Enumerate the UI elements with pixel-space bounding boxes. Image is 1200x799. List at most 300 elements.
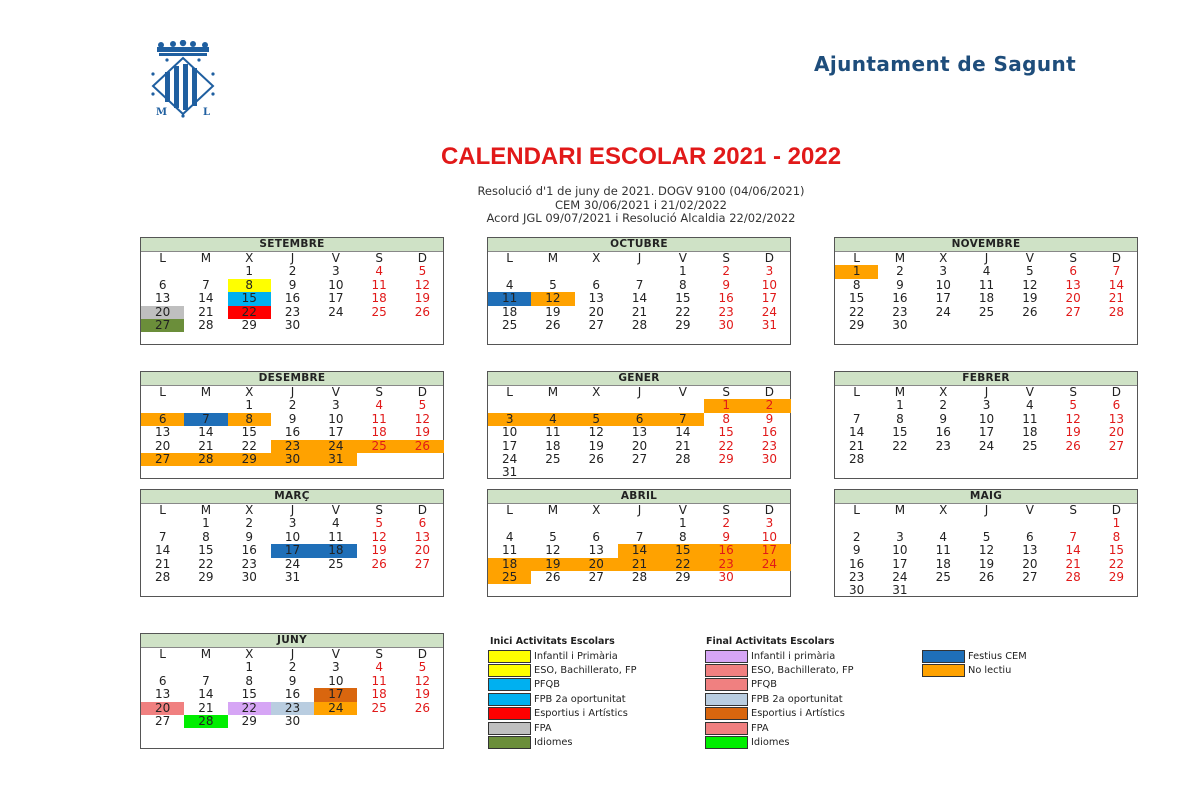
weekday-header: J xyxy=(290,503,295,517)
weekday-header: M xyxy=(200,647,212,661)
empty-cell xyxy=(141,517,184,530)
day-cell: 26 xyxy=(1065,438,1081,453)
legend-swatch xyxy=(705,678,748,691)
legend-label: Infantil i Primària xyxy=(534,650,618,662)
day-cell: 17 xyxy=(892,556,908,571)
day-cell: 17 xyxy=(748,544,791,557)
legend-swatch xyxy=(705,707,748,720)
day-cell: 6 xyxy=(158,673,167,688)
weekday-header: D xyxy=(417,647,428,661)
empty-cell xyxy=(184,399,227,412)
day-cell: 20 xyxy=(1108,425,1125,440)
month-grid xyxy=(141,648,443,728)
month-block xyxy=(834,371,1138,479)
weekday-header: J xyxy=(637,251,642,265)
weekday-header: L xyxy=(853,503,860,517)
day-cell: 8 xyxy=(1112,529,1121,544)
day-cell: 12 xyxy=(414,673,431,688)
day-cell: 29 xyxy=(198,569,214,584)
day-cell: 24 xyxy=(314,702,357,715)
legend-swatch xyxy=(705,693,748,706)
empty-cell xyxy=(1051,517,1094,530)
month-block xyxy=(834,237,1138,345)
day-cell: 9 xyxy=(765,411,774,426)
day-cell: 11 xyxy=(502,543,518,558)
weekday-header: V xyxy=(331,385,340,399)
legend-item xyxy=(705,678,777,692)
weekday-header: D xyxy=(417,251,428,265)
day-cell: 27 xyxy=(141,319,184,332)
day-cell: 9 xyxy=(288,411,297,426)
month-name: MAIG xyxy=(835,490,1137,504)
day-cell: 2 xyxy=(288,660,297,675)
day-cell: 14 xyxy=(618,544,661,557)
day-cell: 7 xyxy=(184,413,227,426)
day-cell: 5 xyxy=(549,277,557,292)
day-cell: 13 xyxy=(1108,411,1125,426)
day-cell: 26 xyxy=(545,317,561,332)
day-cell: 24 xyxy=(284,556,301,571)
month-grid xyxy=(488,386,790,480)
day-cell: 7 xyxy=(202,277,210,292)
subtitle-line-2: CEM 30/06/2021 i 21/02/2022 xyxy=(555,198,727,212)
weekday-header: S xyxy=(375,385,383,399)
legend-label: FPB 2a oportunitat xyxy=(534,693,626,705)
day-cell: 17 xyxy=(502,438,518,453)
day-cell: 18 xyxy=(314,544,357,557)
logo-letter-l: L xyxy=(203,107,211,118)
day-cell: 14 xyxy=(849,425,865,440)
day-cell: 26 xyxy=(978,569,995,584)
empty-cell xyxy=(531,265,574,278)
weekday-header: V xyxy=(1025,251,1034,265)
day-cell: 7 xyxy=(1069,529,1077,544)
empty-cell xyxy=(922,517,965,530)
day-cell: 19 xyxy=(414,687,431,702)
day-cell: 13 xyxy=(414,529,431,544)
weekday-header: D xyxy=(764,503,775,517)
day-cell: 15 xyxy=(675,291,691,306)
day-cell: 20 xyxy=(1065,291,1081,306)
day-cell: 15 xyxy=(198,543,214,558)
day-cell: 31 xyxy=(502,465,518,480)
day-cell: 1 xyxy=(245,398,254,413)
legend-label: Esportius i Artístics xyxy=(751,708,845,720)
legend-item xyxy=(922,663,1011,677)
day-cell: 8 xyxy=(722,411,730,426)
weekday-header: J xyxy=(984,251,989,265)
day-cell: 1 xyxy=(679,516,687,531)
day-cell: 5 xyxy=(418,264,427,279)
empty-cell xyxy=(618,265,661,278)
day-cell: 22 xyxy=(675,304,691,319)
day-cell: 28 xyxy=(155,569,171,584)
legend-label: FPB 2a oportunitat xyxy=(751,693,843,705)
empty-cell xyxy=(141,399,184,412)
legend-label: ESO, Bachillerato, FP xyxy=(534,665,637,677)
day-cell: 18 xyxy=(935,556,951,571)
day-cell: 19 xyxy=(1065,425,1081,440)
day-cell: 9 xyxy=(896,277,904,292)
weekday-header: M xyxy=(200,503,212,517)
day-cell: 1 xyxy=(1112,516,1121,531)
legend-swatch xyxy=(705,650,748,663)
weekday-header: X xyxy=(939,385,948,399)
month-name: DESEMBRE xyxy=(141,372,443,386)
day-cell: 28 xyxy=(1065,569,1081,584)
month-grid xyxy=(141,252,443,332)
day-cell: 29 xyxy=(675,569,691,584)
day-cell: 25 xyxy=(502,317,518,332)
day-cell: 4 xyxy=(1026,398,1034,413)
day-cell: 11 xyxy=(371,673,387,688)
weekday-header: L xyxy=(853,385,860,399)
weekday-header: X xyxy=(245,385,254,399)
day-cell: 10 xyxy=(502,425,518,440)
day-cell: 6 xyxy=(1026,529,1034,544)
day-cell: 13 xyxy=(1065,277,1081,292)
day-cell: 23 xyxy=(892,304,908,319)
day-cell: 30 xyxy=(892,317,908,332)
legend-item xyxy=(922,649,1027,663)
day-cell: 24 xyxy=(935,304,951,319)
day-cell: 6 xyxy=(141,413,184,426)
empty-cell xyxy=(488,399,531,412)
day-cell: 21 xyxy=(198,304,214,319)
day-cell: 24 xyxy=(502,451,518,466)
weekday-header: D xyxy=(1111,503,1122,517)
legend-label: No lectiu xyxy=(968,665,1012,677)
day-cell: 5 xyxy=(418,398,427,413)
day-cell: 30 xyxy=(761,451,778,466)
month-grid xyxy=(141,504,443,584)
day-cell: 28 xyxy=(198,317,214,332)
day-cell: 9 xyxy=(939,411,948,426)
subtitle-line-3: Acord JGL 09/07/2021 i Resolució Alcaldia 22/02/2022 xyxy=(486,211,796,225)
day-cell: 9 xyxy=(288,673,297,688)
legend-label: Idiomes xyxy=(534,737,573,749)
day-cell: 10 xyxy=(328,673,344,688)
legend-item xyxy=(705,707,845,721)
day-cell: 19 xyxy=(414,291,431,306)
day-cell: 26 xyxy=(1022,304,1038,319)
day-cell: 27 xyxy=(588,317,604,332)
legend-label: PFQB xyxy=(534,679,560,691)
day-cell: 10 xyxy=(761,529,778,544)
day-cell: 14 xyxy=(675,425,691,440)
day-cell: 16 xyxy=(704,544,747,557)
day-cell: 25 xyxy=(357,440,400,453)
legend-swatch xyxy=(705,722,748,735)
empty-cell xyxy=(531,517,574,530)
weekday-header: L xyxy=(159,503,166,517)
day-cell: 18 xyxy=(371,687,387,702)
day-cell: 12 xyxy=(531,292,574,305)
legend-label: PFQB xyxy=(751,679,777,691)
day-cell: 18 xyxy=(502,304,518,319)
day-cell: 17 xyxy=(314,688,357,701)
day-cell: 17 xyxy=(328,291,344,306)
day-cell: 25 xyxy=(1022,438,1038,453)
day-cell: 21 xyxy=(849,438,865,453)
day-cell: 3 xyxy=(765,264,774,279)
weekday-header: X xyxy=(245,251,254,265)
day-cell: 23 xyxy=(718,304,734,319)
day-cell: 6 xyxy=(1069,264,1077,279)
day-cell: 21 xyxy=(1108,291,1125,306)
legend-swatch xyxy=(488,736,531,749)
day-cell: 1 xyxy=(896,398,904,413)
day-cell: 25 xyxy=(371,304,387,319)
legend-item xyxy=(705,735,790,749)
month-name: GENER xyxy=(488,372,790,386)
day-cell: 18 xyxy=(545,438,561,453)
day-cell: 14 xyxy=(1065,543,1081,558)
day-cell: 18 xyxy=(488,558,531,571)
day-cell: 15 xyxy=(1108,543,1125,558)
day-cell: 26 xyxy=(588,451,604,466)
legend-item xyxy=(705,663,854,677)
day-cell: 22 xyxy=(198,556,214,571)
weekday-header: M xyxy=(200,385,212,399)
day-cell: 5 xyxy=(375,516,383,531)
day-cell: 7 xyxy=(158,529,167,544)
weekday-header: L xyxy=(159,251,166,265)
weekday-header: M xyxy=(200,251,212,265)
month-grid xyxy=(835,386,1137,466)
day-cell: 29 xyxy=(675,317,691,332)
day-cell: 24 xyxy=(314,440,357,453)
day-cell: 24 xyxy=(748,558,791,571)
day-cell: 23 xyxy=(704,558,747,571)
day-cell: 9 xyxy=(288,277,297,292)
page-title: CALENDARI ESCOLAR 2021 - 2022 xyxy=(440,143,842,170)
empty-cell xyxy=(575,517,618,530)
weekday-header: S xyxy=(1069,385,1077,399)
month-name: FEBRER xyxy=(835,372,1137,386)
weekday-header: M xyxy=(894,385,906,399)
month-block xyxy=(140,371,444,479)
day-cell: 12 xyxy=(1022,277,1038,292)
day-cell: 4 xyxy=(375,398,383,413)
day-cell: 20 xyxy=(631,438,648,453)
day-cell: 9 xyxy=(852,543,861,558)
empty-cell xyxy=(575,265,618,278)
weekday-header: V xyxy=(678,251,687,265)
day-cell: 17 xyxy=(761,291,778,306)
day-cell: 17 xyxy=(978,425,995,440)
day-cell: 10 xyxy=(284,529,301,544)
month-name: SETEMBRE xyxy=(141,238,443,252)
legend-swatch xyxy=(705,736,748,749)
day-cell: 8 xyxy=(202,529,210,544)
empty-cell xyxy=(835,399,878,412)
day-cell: 23 xyxy=(761,438,778,453)
day-cell: 24 xyxy=(761,304,778,319)
day-cell: 16 xyxy=(892,291,908,306)
day-cell: 22 xyxy=(228,306,271,319)
day-cell: 30 xyxy=(718,569,734,584)
day-cell: 31 xyxy=(761,317,778,332)
weekday-header: S xyxy=(375,251,383,265)
day-cell: 9 xyxy=(722,529,730,544)
day-cell: 28 xyxy=(184,715,227,728)
day-cell: 24 xyxy=(328,304,344,319)
day-cell: 28 xyxy=(1108,304,1125,319)
weekday-header: D xyxy=(1111,251,1122,265)
legend-item xyxy=(488,721,552,735)
weekday-header: X xyxy=(592,385,601,399)
day-cell: 5 xyxy=(982,529,991,544)
day-cell: 27 xyxy=(588,569,604,584)
weekday-header: D xyxy=(764,385,775,399)
day-cell: 25 xyxy=(935,569,951,584)
weekday-header: J xyxy=(984,503,989,517)
day-cell: 30 xyxy=(284,317,301,332)
day-cell: 2 xyxy=(852,529,861,544)
legend-item xyxy=(488,678,560,692)
day-cell: 31 xyxy=(892,583,908,598)
month-name: ABRIL xyxy=(488,490,790,504)
day-cell: 21 xyxy=(631,304,648,319)
day-cell: 22 xyxy=(718,438,734,453)
day-cell: 16 xyxy=(284,425,301,440)
day-cell: 16 xyxy=(284,687,301,702)
month-block xyxy=(140,237,444,345)
day-cell: 11 xyxy=(1022,411,1038,426)
day-cell: 21 xyxy=(1065,556,1081,571)
day-cell: 29 xyxy=(718,451,734,466)
day-cell: 13 xyxy=(155,291,171,306)
month-grid xyxy=(141,386,443,466)
weekday-header: L xyxy=(853,251,860,265)
day-cell: 20 xyxy=(155,438,171,453)
month-grid xyxy=(835,504,1137,598)
day-cell: 23 xyxy=(284,304,301,319)
weekday-header: S xyxy=(722,385,730,399)
day-cell: 20 xyxy=(141,702,184,715)
day-cell: 6 xyxy=(418,516,427,531)
empty-cell xyxy=(184,661,227,674)
day-cell: 3 xyxy=(488,413,531,426)
day-cell: 12 xyxy=(414,277,431,292)
day-cell: 14 xyxy=(198,425,214,440)
day-cell: 31 xyxy=(284,569,301,584)
day-cell: 16 xyxy=(241,543,257,558)
day-cell: 8 xyxy=(228,413,271,426)
day-cell: 25 xyxy=(488,571,531,584)
day-cell: 10 xyxy=(761,277,778,292)
day-cell: 8 xyxy=(852,277,861,292)
weekday-header: D xyxy=(1111,385,1122,399)
weekday-header: M xyxy=(547,503,559,517)
weekday-header: M xyxy=(894,503,906,517)
day-cell: 11 xyxy=(488,292,531,305)
weekday-header: X xyxy=(939,251,948,265)
day-cell: 2 xyxy=(288,264,297,279)
legend-swatch xyxy=(488,693,531,706)
organization-name: Ajuntament de Sagunt xyxy=(814,52,1077,76)
day-cell: 14 xyxy=(1108,277,1125,292)
day-cell: 11 xyxy=(371,411,387,426)
day-cell: 18 xyxy=(371,425,387,440)
legend-item xyxy=(705,649,835,663)
day-cell: 19 xyxy=(531,558,574,571)
weekday-header: X xyxy=(245,503,254,517)
day-cell: 22 xyxy=(228,702,271,715)
logo-letter-m: M xyxy=(156,107,168,118)
day-cell: 4 xyxy=(332,516,340,531)
empty-cell xyxy=(488,517,531,530)
weekday-header: V xyxy=(1025,385,1034,399)
day-cell: 29 xyxy=(228,453,271,466)
weekday-header: J xyxy=(290,647,295,661)
weekday-header: S xyxy=(375,503,383,517)
legend-label: Esportius i Artístics xyxy=(534,708,628,720)
day-cell: 29 xyxy=(241,713,257,728)
day-cell: 8 xyxy=(679,277,687,292)
day-cell: 10 xyxy=(935,277,951,292)
legend-inici-heading: Inici Activitats Escolars xyxy=(490,636,615,647)
day-cell: 1 xyxy=(245,264,254,279)
day-cell: 3 xyxy=(765,516,774,531)
weekday-header: L xyxy=(506,385,513,399)
day-cell: 16 xyxy=(284,291,301,306)
day-cell: 24 xyxy=(892,569,908,584)
day-cell: 3 xyxy=(939,264,948,279)
day-cell: 1 xyxy=(835,265,878,278)
day-cell: 23 xyxy=(271,702,314,715)
day-cell: 26 xyxy=(414,304,431,319)
weekday-header: M xyxy=(547,385,559,399)
month-block xyxy=(140,489,444,597)
day-cell: 13 xyxy=(588,543,604,558)
day-cell: 27 xyxy=(1022,569,1038,584)
day-cell: 21 xyxy=(618,558,661,571)
weekday-header: D xyxy=(417,385,428,399)
day-cell: 27 xyxy=(141,453,184,466)
legend-item xyxy=(488,649,618,663)
day-cell: 21 xyxy=(675,438,691,453)
day-cell: 22 xyxy=(849,304,865,319)
day-cell: 15 xyxy=(849,291,865,306)
day-cell: 22 xyxy=(661,558,704,571)
day-cell: 2 xyxy=(722,516,730,531)
legend-item xyxy=(705,721,769,735)
day-cell: 22 xyxy=(1108,556,1125,571)
day-cell: 14 xyxy=(198,291,214,306)
day-cell: 7 xyxy=(635,529,644,544)
month-grid xyxy=(835,252,1137,332)
weekday-header: M xyxy=(547,251,559,265)
empty-cell xyxy=(965,517,1008,530)
day-cell: 26 xyxy=(545,569,561,584)
day-cell: 12 xyxy=(1065,411,1081,426)
day-cell: 2 xyxy=(288,398,297,413)
day-cell: 27 xyxy=(1108,438,1125,453)
legend-item xyxy=(705,692,843,706)
weekday-header: J xyxy=(290,385,295,399)
day-cell: 10 xyxy=(978,411,995,426)
day-cell: 30 xyxy=(271,453,314,466)
empty-cell xyxy=(878,517,921,530)
day-cell: 5 xyxy=(549,529,557,544)
weekday-header: J xyxy=(290,251,295,265)
day-cell: 11 xyxy=(328,529,344,544)
day-cell: 29 xyxy=(1108,569,1125,584)
day-cell: 10 xyxy=(328,277,344,292)
day-cell: 30 xyxy=(849,583,865,598)
